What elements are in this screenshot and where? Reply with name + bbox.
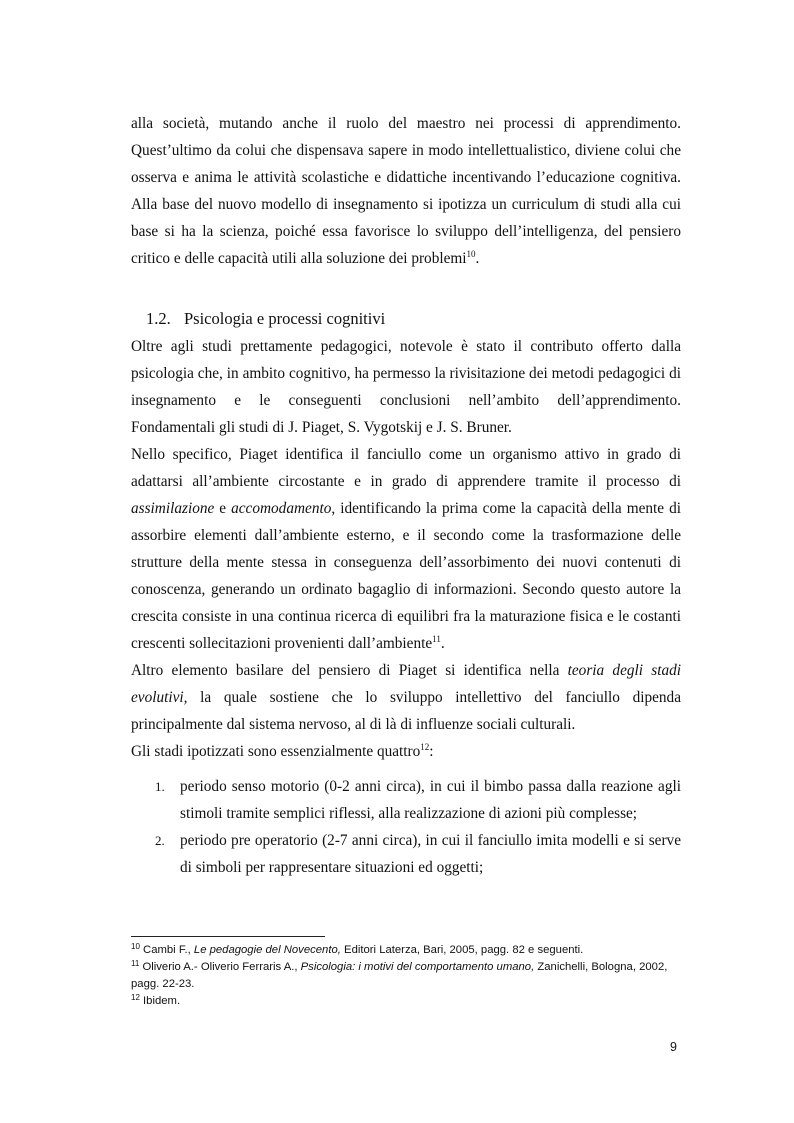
- intro-paragraph-text: alla società, mutando anche il ruolo del maestro nei processi di apprendimento. Quest’ultimo da colui che dispensava sapere in modo intellettualistico, diviene colui che osserva e anima le attività scolastiche e didattiche incentivando l’educazione cognitiva. Alla base del nuovo modello di insegnamento si ipotizza un curriculum di studi alla cui base si ha la scienza, poiché essa favorisce lo sviluppo dell’intelligenza, del pensiero critico e delle capacità utili alla soluzione dei problemi: [131, 115, 681, 267]
- paragraph-2-text-a: Nello specifico, Piaget identifica il fanciullo come un organismo attivo in grado di adattarsi all’ambiente circostante e in grado di apprendere tramite il processo di: [131, 446, 681, 490]
- list-marker: 2.: [155, 833, 165, 848]
- intro-text-block: [131, 110, 681, 272]
- section-number: 1.2.: [146, 309, 171, 328]
- intro-paragraph: [131, 110, 681, 272]
- footnote-text: Zanichelli, Bologna, 2002, pagg. 22-23.: [131, 961, 668, 990]
- footnote-text: Oliverio A.- Oliverio Ferraris A.,: [139, 961, 301, 973]
- list-item-text: periodo pre operatorio (2-7 anni circa), in cui il fanciullo imita modelli e si serve di simboli per rappresentare situazioni ed oggetti;: [180, 832, 681, 876]
- section-title: Psicologia e processi cognitivi: [184, 309, 386, 328]
- page-number: 9: [670, 1040, 677, 1054]
- footnote-text: Editori Laterza, Bari, 2005, pagg. 82 e seguenti.: [340, 944, 584, 956]
- list-item: [131, 827, 681, 881]
- stages-list: [131, 773, 681, 881]
- footnote-10: [131, 942, 681, 959]
- footnote-ref-11: 11: [432, 634, 441, 644]
- footnotes: [131, 942, 681, 1010]
- paragraph-3-text-b: la quale sostiene che lo sviluppo intellettivo del fanciullo dipenda principalmente dal sistema nervoso, al di là di influenze sociali culturali.: [131, 689, 681, 733]
- paragraph-3-text-a: Altro elemento basilare del pensiero di Piaget si identifica nella: [131, 662, 568, 679]
- section-text-block: [131, 333, 681, 765]
- section-paragraph-4: [131, 738, 681, 765]
- footnote-number: 10: [131, 942, 140, 951]
- term-teoria-stadi-evolutivi: teoria degli stadi evolutivi,: [131, 662, 681, 706]
- paragraph-4-text: Gli stadi ipotizzati sono essenzialmente quattro: [131, 743, 421, 760]
- footnote-title: Psicologia: i motivi del comportamento umano,: [300, 961, 535, 973]
- list-item-text: periodo senso motorio (0-2 anni circa), in cui il bimbo passa dalla reazione agli stimoli tramite semplici riflessi, alla realizzazione di azioni più complesse;: [180, 778, 681, 822]
- section-paragraph-1: Oltre agli studi prettamente pedagogici, notevole è stato il contributo offerto dalla psicologia che, in ambito cognitivo, ha permesso la rivisitazione dei metodi pedagogici di insegnamento e le conseguenti conclusioni nell’ambito dell’apprendimento. Fondamentali gli studi di J. Piaget, S. Vygotskij e J. S. Bruner.: [131, 338, 681, 436]
- paragraph-2-text-c: , identificando la prima come la capacità della mente di assorbire elementi dall’ambiente esterno, e il secondo come la trasformazione delle strutture della mente stessa in conseguenza dell’assorbimento dei nuovi contenuti di conoscenza, generando un ordinato bagaglio di informazioni. Secondo questo autore la crescita consiste in una continua ricerca di equilibri fra la maturazione fisica e le costanti crescenti sollecitazioni provenienti dall’ambiente: [131, 500, 681, 652]
- footnote-ref-12: 12: [420, 742, 430, 752]
- section-paragraph-3: [131, 657, 681, 738]
- footnote-ref-10: 10: [466, 249, 476, 259]
- footnote-text: Cambi F.,: [139, 944, 194, 956]
- footnote-12: [131, 993, 681, 1010]
- term-accomodamento: accomodamento: [231, 500, 332, 517]
- list-marker: 1.: [155, 779, 165, 794]
- footnote-number: 11: [131, 959, 140, 968]
- footnote-title: Le pedagogie del Novecento,: [193, 944, 341, 956]
- footnote-text: Ibidem.: [139, 995, 181, 1007]
- list-item: [131, 773, 681, 827]
- paragraph-2-text-b: e: [214, 500, 232, 517]
- footnote-11: [131, 959, 681, 993]
- footnote-number: 12: [131, 993, 140, 1002]
- paragraph-4-end: :: [429, 743, 434, 760]
- section-heading: [146, 306, 385, 332]
- intro-paragraph-end: .: [475, 250, 480, 267]
- paragraph-2-end: .: [440, 635, 445, 652]
- term-assimilazione: assimilazione: [131, 500, 215, 517]
- footnote-separator: [131, 936, 325, 937]
- section-paragraph-2: [131, 441, 681, 657]
